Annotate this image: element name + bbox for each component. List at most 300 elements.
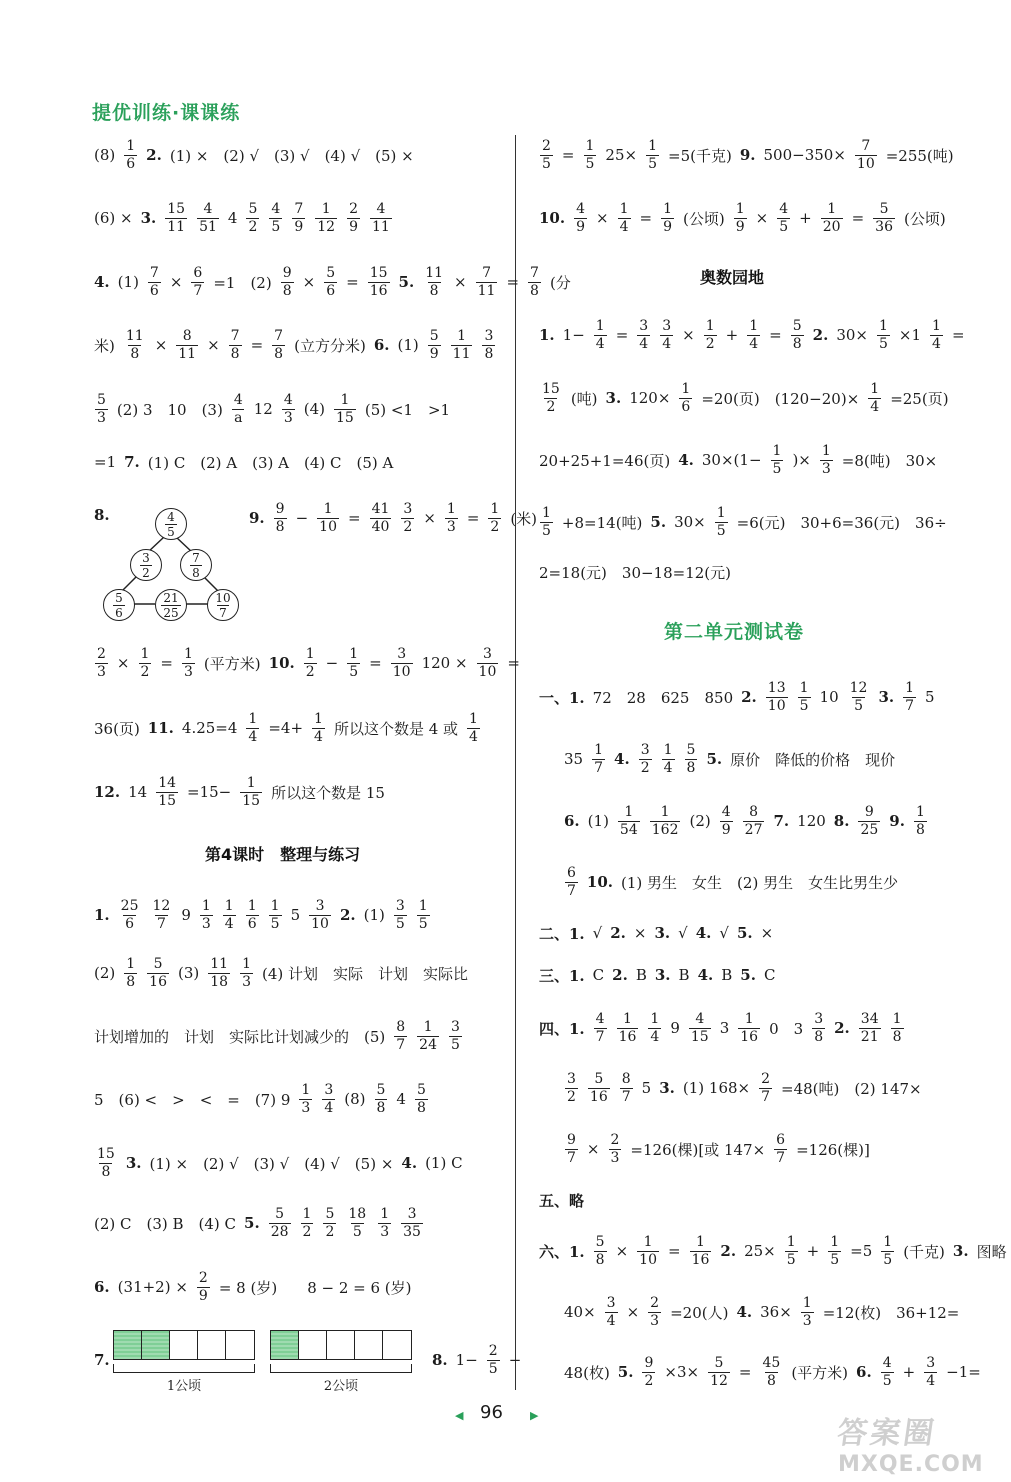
fraction: $\frac{45}{8}$ [762,1354,781,1389]
fraction: 9 25 [860,803,879,838]
fraction: 3 4 [324,1081,334,1116]
answer-text: 3 [719,1019,730,1037]
question-number: 6. [373,336,390,354]
fraction: $\frac{9}{8}$ [282,264,292,299]
fraction: $\frac{5}{8}$ [792,317,802,352]
answer-text: 20+25+1=46(页) [539,451,671,470]
right-arrow-icon: ▶ [530,1409,539,1422]
fraction: 1 5 [799,679,809,714]
question-number: 6. [94,1278,110,1296]
question-number: 3. [605,389,622,407]
answer-text: =5 [850,1242,873,1260]
fraction: $\frac{4}{9}$ [576,200,586,235]
answer-text: × [154,336,168,354]
answer-text: = [506,273,520,291]
answer-text: (立方分米) [294,336,366,355]
answer-text: =48(吨) (2) 147× [781,1079,922,1098]
answer-line [560,1063,926,1113]
answer-line [560,1287,963,1337]
fraction: 4 11 [371,200,390,235]
answer-text: +8=14(吨) [561,513,643,532]
fraction: $\frac{1}{4}$ [870,380,880,415]
answer-text: 36(页) [94,719,140,738]
fraction: 1 162 [651,803,679,838]
question-number: 10. [268,654,295,672]
fraction: $\frac{7}{8}$ [230,327,240,362]
answer-text: 30×(1− [701,451,762,469]
answer-text: 4 [396,1090,406,1108]
answer-text: 1− [562,326,585,344]
fraction: 4 9 [721,803,731,838]
answer-text: 9 [670,1019,680,1037]
answer-line [560,734,899,784]
fraction: 1 5 [542,504,551,539]
answer-line [245,493,541,543]
fraction: $\frac{3}{4}$ [926,1354,936,1389]
answer-text: 14 [128,783,148,801]
question-number: 2. [339,906,356,924]
answer-text: 120× [629,389,671,407]
fraction: 9 8 [275,500,285,535]
fraction: $\frac{8}{11}$ [178,327,197,362]
fraction: 1 3 [201,897,211,932]
tree-node: 21 25 [155,589,187,621]
answer-text: (1) × (2) √ (3) √ (4) √ (5) × [149,1154,394,1173]
question-number: 5. [736,924,753,942]
answer-text: ×3× [664,1363,700,1381]
fraction: $\frac{1}{2}$ [490,500,500,535]
answer-text: (2) 3 10 (3) [116,400,223,419]
answer-text: =25(页) [890,389,949,408]
fraction: 1 15 [336,391,354,426]
fraction: 5 8 [376,1081,386,1116]
question-number: 6. [564,812,580,830]
page-number: 96 [480,1402,503,1423]
fraction: 5 3 [97,391,106,426]
fraction: $\frac{1}{6}$ [681,380,691,415]
answer-text: = [250,336,264,354]
fraction: 4 3 [283,391,293,426]
question-number: 9. [739,146,756,164]
fraction: 1 2 [302,1205,312,1240]
question-number: 2. [146,146,162,164]
answer-text: + [806,1242,820,1260]
heading-unit-test: 第二单元测试卷 [664,621,805,643]
answer-text: =5(千克) [668,146,732,165]
fraction: $\frac{1}{4}$ [314,710,323,745]
fraction: 5 8 [416,1081,426,1116]
answer-text: = [738,1363,752,1381]
answer-text: + [799,209,812,227]
question-number: 8. [833,812,850,830]
answer-text: 500−350× [763,146,846,164]
fraction: 1 24 [419,1018,437,1053]
answer-line [535,1003,909,1053]
question-number: 3. [952,1242,969,1260]
question-number: 3. [140,209,157,227]
fraction: $\frac{1}{3}$ [802,1294,812,1329]
fraction: $\frac{1}{4}$ [248,710,258,745]
fraction: 1 5 [270,897,280,932]
fraction: 1 6 [247,897,257,932]
fraction: $\frac{11}{8}$ [125,327,144,362]
answer-text: (2) [94,964,116,982]
question-number: 2. [612,966,628,984]
heading-tiyou-xunlian: 提优训练·课课练 [92,102,241,124]
answer-text: 9 [181,906,191,924]
fraction: 4 15 [690,1010,709,1045]
answer-text: (公顷) [683,209,725,228]
fraction: 6 7 [567,864,576,899]
fraction: $\frac{41}{40}$ [371,500,390,535]
answer-text: + [902,1363,916,1381]
answer-line [560,796,932,846]
question-number: 4. [401,1154,418,1172]
answer-text: 2=18(元) 30−18=12(元) [539,563,732,582]
fraction: $\frac{3}{4}$ [639,317,649,352]
fraction: $\frac{2}{3}$ [97,645,106,680]
answer-text: 所以这个数是 4 或 [333,719,459,738]
fraction: 5 2 [248,200,258,235]
answer-text: (4) 计划 实际 计划 实际比 [262,964,469,983]
fraction: 5 9 [429,327,439,362]
question-number: 六、1. [539,1242,585,1261]
answer-text: =1 [94,453,117,471]
fraction: $\frac{5}{6}$ [326,264,336,299]
answer-text: = [615,326,629,344]
answer-text: 5 [925,688,935,706]
fraction: 1 6 [126,137,136,172]
fraction: 3 2 [640,741,650,776]
answer-line [535,672,939,722]
fraction: 1 5 [418,897,428,932]
question-number: 8. [94,506,110,524]
answer-text: 40× [564,1303,596,1321]
fraction: $\frac{6}{7}$ [193,264,203,299]
answer-text: )× [792,451,811,469]
answer-text: 图略 [976,1242,1007,1261]
question-number: 2. [812,326,829,344]
answer-text: (分 [549,273,571,292]
fraction: $\frac{5}{8}$ [595,1233,605,1268]
fraction: $\frac{1}{9}$ [663,200,673,235]
answer-text: (公顷) [903,209,946,228]
answer-text: (1) [117,273,139,291]
answer-text: (平方米) [203,654,261,673]
answer-line [90,767,389,817]
fraction: 5 28 [270,1205,289,1240]
answer-text: =15− [187,783,232,801]
answer-line [90,193,397,243]
fraction: $\frac{3}{10}$ [478,645,497,680]
answer-text: √ [678,924,688,942]
tree-node: 10 7 [207,589,239,621]
fraction: 3 8 [814,1010,824,1045]
answer-text: × [596,209,609,227]
question-number: 1. [94,906,110,924]
answer-text: 0 3 [769,1019,804,1038]
fraction: 15 11 [167,200,186,235]
question-number: 4. [697,966,714,984]
answer-text: 1− [455,1351,478,1369]
fraction: 1 8 [126,955,136,990]
fraction: 12 7 [152,897,171,932]
answer-text: × [116,654,130,672]
fraction-tree-diagram [100,505,240,625]
answer-line [535,373,953,423]
answer-text: √ [592,924,603,942]
fraction: 1 4 [663,741,673,776]
fraction: 4 a [233,391,243,426]
answer-line [90,320,500,370]
fraction: 1 3 [242,955,251,990]
fraction: $\frac{2}{3}$ [650,1294,660,1329]
fraction: 1 16 [740,1010,759,1045]
fraction: $\frac{1}{5}$ [772,442,782,477]
fraction: 1 5 [883,1233,893,1268]
answer-text: 原价 降低的价格 现价 [730,750,896,769]
bar-label: 2公顷 [323,1379,359,1394]
answer-text: × [454,273,467,291]
fraction: 8 7 [621,1070,631,1105]
question-number: 4. [94,273,110,291]
answer-text: = [639,209,653,227]
fraction: 8 7 [396,1018,406,1053]
answer-line [535,497,951,547]
answer-text: (1) [397,336,419,354]
question-number: 2. [610,924,626,942]
question-number: 4. [678,451,694,469]
fraction: 1 12 [317,200,336,235]
answer-text: = [769,326,782,344]
answer-text: × [626,1303,640,1321]
answer-text: =126(棵)] [796,1140,870,1159]
answer-text: × [755,209,769,227]
answer-text: 10 [819,688,839,706]
fraction: $\frac{1}{5}$ [349,645,359,680]
question-number: 5. [650,513,667,531]
answer-text: = 8 (岁) 8 − 2 = 6 (岁) [218,1278,412,1297]
fraction: 34 21 [860,1010,879,1045]
question-number: 5. [244,1214,260,1232]
answer-text: 35 [564,750,584,768]
question-number: 12. [94,783,121,801]
answer-line [90,437,397,487]
fraction: $\frac{1}{3}$ [446,500,456,535]
answer-line [90,948,472,998]
fraction: $\frac{1}{16}$ [691,1233,710,1268]
answer-text: −1= [946,1363,981,1381]
fraction: $\frac{2}{5}$ [488,1342,498,1377]
answer-text: × [615,1242,629,1260]
question-number: 2. [834,1019,850,1037]
answer-text: = [668,1242,681,1260]
tree-node: 5 6 [103,589,135,621]
question-number: 五、略 [539,1191,585,1210]
fraction: $\frac{2}{3}$ [610,1131,620,1166]
fraction: $\frac{7}{8}$ [274,327,284,362]
question-number: 9. [249,509,265,527]
fraction: 1 54 [619,803,638,838]
fraction: 1 8 [915,803,925,838]
answer-text: = [369,654,382,672]
fraction: 1 7 [594,741,604,776]
fraction: $\frac{1}{3}$ [184,645,193,680]
answer-text: 36× [760,1303,792,1321]
fraction: $\frac{7}{10}$ [856,137,875,172]
answer-line [560,857,902,907]
answer-text: B [678,966,690,984]
fraction: $\frac{1}{10}$ [639,1233,657,1268]
question-number: 4. [736,1303,753,1321]
answer-text: = [346,273,359,291]
fraction: $\frac{3}{4}$ [662,317,672,352]
question-number: 6. [856,1363,872,1381]
answer-line [90,384,454,434]
answer-text: (吨) [570,389,598,408]
answer-text: =255(吨) [885,146,954,165]
bar-1-hectare [113,1330,255,1394]
fraction: $\frac{15}{16}$ [369,264,388,299]
fraction: $\frac{1}{2}$ [140,645,150,680]
fraction: $\frac{1}{9}$ [735,200,745,235]
answer-text: =6(元) 30+6=36(元) 36÷ [736,513,947,532]
answer-text: × [682,326,695,344]
fraction: $\frac{1}{15}$ [242,774,261,809]
answer-text: 12 [253,400,273,418]
fraction: 4 5 [882,1354,892,1389]
question-number: 一、1. [539,688,585,707]
answer-line [90,1138,467,1188]
fraction: $\frac{1}{4}$ [932,317,941,352]
fraction: 3 10 [311,897,329,932]
fraction: $\frac{1}{5}$ [878,317,888,352]
answer-text: 25× [605,146,638,164]
answer-text: C [763,966,776,984]
question-number: 四、1. [539,1019,585,1038]
question-number: 11. [147,719,174,737]
answer-line [535,1226,1011,1276]
fraction: 25 6 [120,897,139,932]
tree-node: 4 5 [155,508,187,540]
answer-text: = [160,654,173,672]
fraction: $\frac{2}{7}$ [761,1070,771,1105]
answer-line [90,130,418,180]
question-number: 7. [94,1351,110,1369]
brace [270,1364,412,1373]
answer-text: (3) [178,964,200,982]
answer-text: (8) [344,1090,366,1108]
fraction: 7 9 [294,200,304,235]
question-number: 二、1. [539,924,585,943]
question-number: 4. [695,924,712,942]
fraction: 1 3 [301,1081,311,1116]
answer-line [90,1335,114,1385]
answer-line [90,1074,433,1124]
fraction: 3 5 [451,1018,460,1053]
fraction: $\frac{5}{36}$ [875,200,893,235]
column-divider [515,135,516,1390]
answer-line [90,257,575,307]
question-number: 2. [741,688,757,706]
answer-text: = [507,654,520,672]
watermark-logo: 答案圈 MXQE.COM [835,1416,984,1477]
fraction: $\frac{1}{3}$ [821,442,831,477]
answer-line [535,130,958,180]
fraction: 5 8 [686,741,696,776]
answer-text: (5) <1 >1 [364,400,451,419]
question-number: 5. [398,273,415,291]
answer-text: × [423,509,436,527]
answer-line [90,1198,428,1248]
answer-text: =20(人) [670,1303,729,1322]
fraction: $\frac{6}{7}$ [776,1131,786,1166]
answer-text: 48(枚) [564,1363,610,1382]
heading-olympiad: 奥数园地 [700,268,765,287]
fraction: 1 4 [224,897,234,932]
fraction: $\frac{1}{20}$ [822,200,841,235]
answer-text: √ [719,924,729,942]
question-number: 3. [878,688,895,706]
answer-line [535,435,941,485]
fraction: 1 3 [380,1205,390,1240]
answer-text: − [508,1351,522,1369]
fraction: $\frac{14}{15}$ [158,774,177,809]
answer-text: = [466,509,480,527]
answer-text: = [348,509,361,527]
fraction: 4 5 [271,200,281,235]
fraction: 3 5 [395,897,405,932]
fraction: $\frac{1}{5}$ [648,137,657,172]
fraction: $\frac{7}{11}$ [477,264,496,299]
answer-text: B [721,966,733,984]
answer-text: 米) [94,336,115,355]
fraction: $\frac{9}{2}$ [644,1354,654,1389]
tree-node: 7 8 [180,549,212,581]
fraction: $\frac{9}{7}$ [567,1131,576,1166]
answer-text: = [951,326,965,344]
question-number: 7. [773,812,790,830]
fraction: $\frac{1}{5}$ [786,1233,796,1268]
fraction: 2 9 [349,200,358,235]
fraction: $\frac{1}{5}$ [585,137,595,172]
answer-text: ×1 [898,326,922,344]
answer-text: =126(棵)[或 147× [630,1140,766,1159]
fraction: $\frac{1}{4}$ [619,200,629,235]
fraction: 5 16 [149,955,167,990]
fraction: 1 7 [905,679,915,714]
answer-text: (1) C [425,1154,463,1172]
question-number: 10. [586,873,614,891]
bar-label: 1公顷 [166,1379,202,1394]
fraction: $\frac{1}{4}$ [749,317,759,352]
answer-text: =12(枚) 36+12= [822,1303,960,1322]
question-number: 4. [614,750,630,768]
fraction: 1 11 [452,327,471,362]
question-number: 2. [720,1242,737,1260]
fraction: 3 35 [403,1205,421,1240]
answer-text: (1) × (2) √ (3) √ (4) √ (5) × [169,146,414,165]
fraction: 12 5 [849,679,868,714]
question-number: 7. [124,453,140,471]
answer-text: × [302,273,316,291]
fraction: 1 4 [650,1010,660,1045]
answer-text: × [169,273,183,291]
answer-text: 30× [836,326,868,344]
answer-text: (1) [587,812,609,830]
fraction: $\frac{2}{5}$ [542,137,551,172]
question-number: 5. [740,966,756,984]
